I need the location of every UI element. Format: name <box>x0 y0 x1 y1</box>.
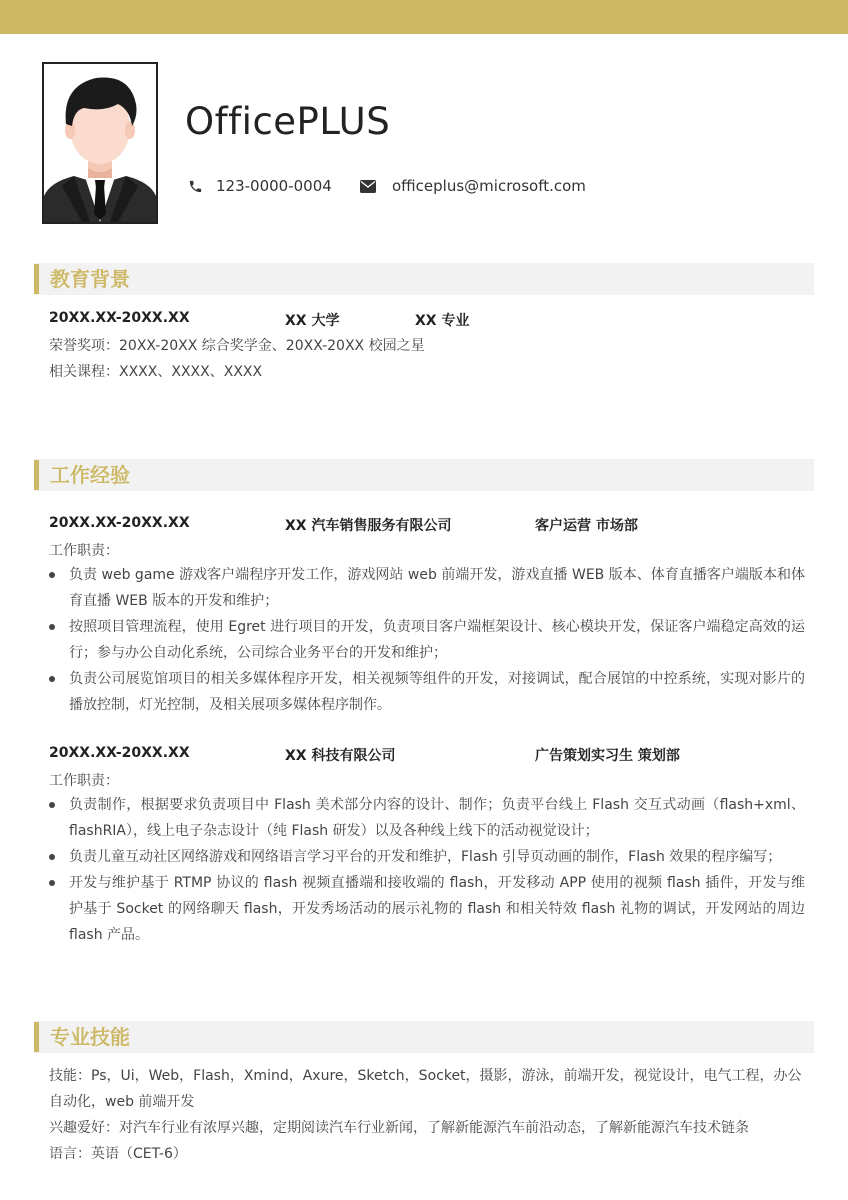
job-company: XX 汽车销售服务有限公司 <box>285 518 452 534</box>
language-text: 语言：英语（CET-6） <box>49 1146 187 1162</box>
education-period: 20XX.XX-20XX.XX <box>49 310 190 326</box>
avatar <box>44 64 156 222</box>
work-section-header <box>34 459 814 491</box>
education-school: XX 大学 <box>285 313 340 329</box>
job-duty-label: 工作职责： <box>49 773 119 789</box>
list-item <box>49 614 805 666</box>
duty-text: 负责公司展览馆项目的相关多媒体程序开发，相关视频等组件的开发，对接调试，配合展馆的中控系统，实现对影片的播放控制，灯光控制，及相关展项多媒体程序制作。 <box>69 671 805 713</box>
phone-number: 123-0000-0004 <box>216 177 332 195</box>
bullet-icon <box>49 802 55 808</box>
job-period: 20XX.XX-20XX.XX <box>49 745 190 761</box>
bullet-icon <box>49 676 55 682</box>
job-duty-list <box>49 792 805 948</box>
work-title: 工作经验 <box>50 463 130 487</box>
duty-text: 开发与维护基于 RTMP 协议的 flash 视频直播端和接收端的 flash，开发移动 APP 使用的视频 flash 插件，开发与维护基于 Socket 的网络聊天 flash，开发秀场活动的展示礼物的 flash 和相关特效 flash 礼物的调试，开发网站的周边 flash 产品。 <box>69 875 805 943</box>
list-item <box>49 870 805 948</box>
education-major: XX 专业 <box>415 313 470 329</box>
job-position: 客户运营 市场部 <box>535 518 638 534</box>
section-accent-bar <box>34 460 39 490</box>
list-item <box>49 562 805 614</box>
bullet-icon <box>49 572 55 578</box>
phone-icon <box>188 179 203 194</box>
job-duty-list <box>49 562 805 718</box>
duty-text: 负责制作，根据要求负责项目中 Flash 美术部分内容的设计、制作；负责平台线上 Flash 交互式动画（flash+xml、flashRIA），线上电子杂志设计（纯 Flash 研发）以及各种线上线下的活动视觉设计； <box>69 797 805 839</box>
candidate-name: OfficePLUS <box>185 100 391 143</box>
duty-text: 负责 web game 游戏客户端程序开发工作，游戏网站 web 前端开发，游戏直播 WEB 版本、体育直播客户端版本和体育直播 WEB 版本的开发和维护； <box>69 567 805 609</box>
bullet-icon <box>49 624 55 630</box>
job-company: XX 科技有限公司 <box>285 748 396 764</box>
duty-text: 负责儿童互动社区网络游戏和网络语言学习平台的开发和维护，Flash 引导页动画的制作，Flash 效果的程序编写； <box>69 849 782 865</box>
interests-text: 兴趣爱好：对汽车行业有浓厚兴趣，定期阅读汽车行业新闻，了解新能源汽车前沿动态，了解新能源汽车技术链条 <box>49 1120 749 1136</box>
education-honors: 荣誉奖项：20XX-20XX 综合奖学金、20XX-20XX 校园之星 <box>49 338 425 354</box>
job-position: 广告策划实习生 策划部 <box>535 748 680 764</box>
skills-text: 技能：Ps，Ui，Web，Flash，Xmind，Axure，Sketch，Socket，摄影，游泳，前端开发，视觉设计，电气工程，办公自动化，web 前端开发 <box>49 1068 802 1110</box>
profile-photo <box>42 62 158 224</box>
education-title: 教育背景 <box>50 267 130 291</box>
bullet-icon <box>49 854 55 860</box>
skills-title: 专业技能 <box>50 1025 130 1049</box>
education-courses: 相关课程：XXXX、XXXX、XXXX <box>49 364 263 380</box>
list-item <box>49 666 805 718</box>
list-item <box>49 792 805 844</box>
bullet-icon <box>49 880 55 886</box>
section-accent-bar <box>34 264 39 294</box>
job-duty-label: 工作职责： <box>49 543 119 559</box>
email-contact <box>360 176 586 196</box>
email-address: officeplus@microsoft.com <box>392 177 586 195</box>
section-accent-bar <box>34 1022 39 1052</box>
education-section-header <box>34 263 814 295</box>
job-period: 20XX.XX-20XX.XX <box>49 515 190 531</box>
top-accent-bar <box>0 0 848 34</box>
phone-contact <box>188 176 332 196</box>
skills-section-header <box>34 1021 814 1053</box>
envelope-icon <box>360 180 376 193</box>
duty-text: 按照项目管理流程，使用 Egret 进行项目的开发，负责项目客户端框架设计、核心模块开发，保证客户端稳定高效的运行；参与办公自动化系统，公司综合业务平台的开发和维护； <box>69 619 805 661</box>
list-item <box>49 844 805 870</box>
